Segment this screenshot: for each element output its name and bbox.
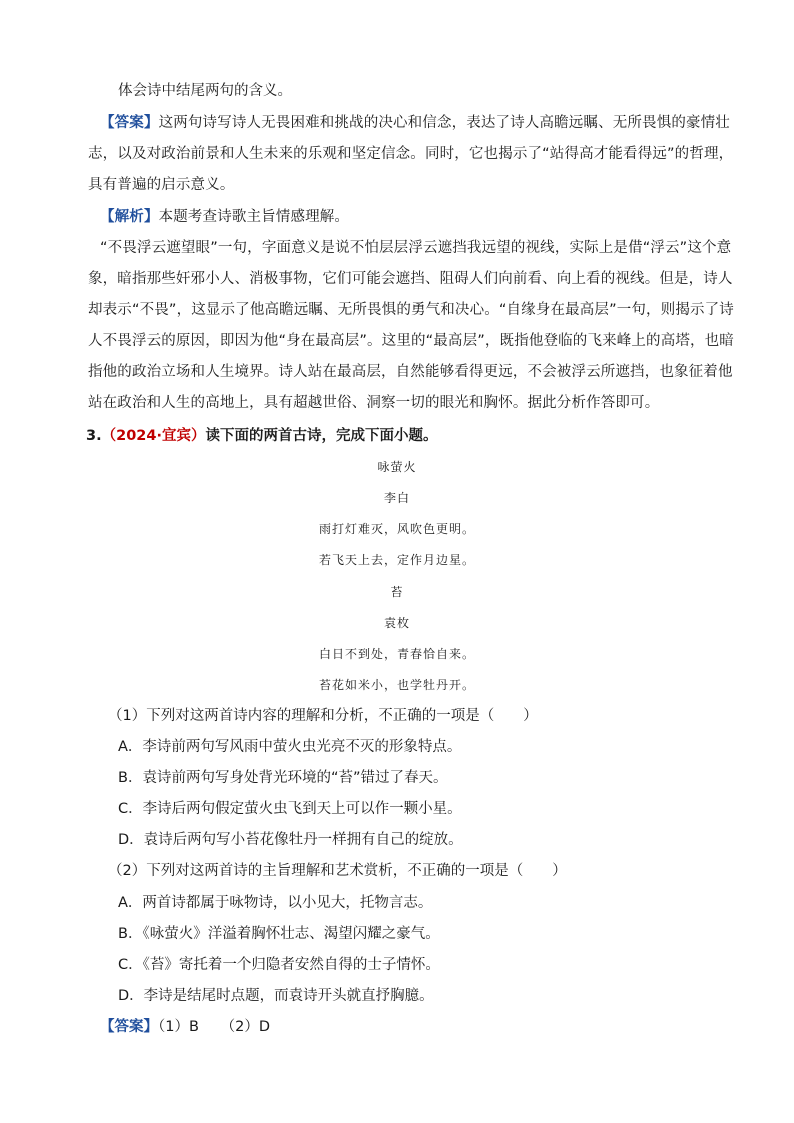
analysis-first: 本题考查诗歌主旨情感理解。: [158, 209, 350, 225]
question-source: （2024·宜宾）: [101, 428, 206, 444]
sub2-option-d: D．李诗是结尾时点题，而袁诗开头就直抒胸臆。: [118, 988, 434, 1004]
poem1-author: 李白: [383, 491, 410, 505]
analysis-line-3: 象，暗指那些奸邪小人、消极事物，它们可能会遮挡、阻碍人们向前看、向上看的视线。但是，诗人: [88, 271, 733, 287]
analysis-line-5: 人不畏浮云的原因，即因为他“身在最高层”。这里的“最高层”，既指他登临的飞来峰上的高塔，也暗: [88, 333, 734, 349]
answer-3-line: [100, 1016, 740, 1038]
sub2-option-b: B．《咏萤火》洋溢着胸怀壮志、渴望闪耀之豪气。: [118, 926, 440, 942]
poem1-line-2: 若飞天上去，定作月边星。: [318, 553, 475, 567]
poem2-line-2: 苔花如米小，也学牡丹开。: [318, 678, 475, 692]
poem1-title: 咏萤火: [377, 460, 417, 474]
poem2-line-1: 白日不到处，青春恰自来。: [318, 647, 475, 661]
analysis-line-1: [100, 206, 740, 228]
question-prompt: 读下面的两首古诗，完成下面小题。: [205, 428, 438, 444]
analysis-tag: 【解析】: [100, 209, 159, 225]
answer-line-2: 志，以及对政治前景和人生未来的乐观和坚定信念。同时，它也揭示了“站得高才能看得远”的哲理，: [88, 146, 734, 162]
answer-tag: 【答案】: [100, 115, 159, 131]
analysis-line-6: 指他的政治立场和人生境界。诗人站在最高层，自然能够看得更远，不会被浮云所遮挡，也象征着他: [88, 364, 733, 380]
sub2-option-a: A．两首诗都属于咏物诗，以小见大，托物言志。: [118, 895, 433, 911]
sub1-option-a: A．李诗前两句写风雨中萤火虫光亮不灭的形象特点。: [118, 739, 462, 755]
sub2-option-c: C．《苔》寄托着一个归隐者安然自得的士子情怀。: [118, 957, 440, 973]
question-3-header: [86, 425, 726, 447]
intro-line: 体会诗中结尾两句的含义。: [118, 83, 292, 99]
analysis-line-2: “不畏浮云遮望眼”一句，字面意义是说不怕层层浮云遮挡我远望的视线，实际上是借“浮云”这个意: [100, 240, 732, 256]
sub-question-1-stem: （1）下列对这两首诗内容的理解和分析，不正确的一项是（ ）: [108, 708, 538, 724]
poem1-line-1: 雨打灯难灭，风吹色更明。: [318, 522, 475, 536]
answer-text-1: 这两句诗写诗人无畏困难和挑战的决心和信念，表达了诗人高瞻远瞩、无所畏惧的豪情壮: [158, 115, 730, 131]
sub1-option-d: D．袁诗后两句写小苔花像牡丹一样拥有自己的绽放。: [118, 832, 463, 848]
analysis-line-4: 却表示“不畏”，这显示了他高瞻远瞩、无所畏惧的勇气和决心。“自缘身在最高层”一句，则揭示了诗: [88, 302, 734, 318]
poem2-title: 苔: [390, 585, 404, 599]
answer-line-3: 具有普遍的启示意义。: [88, 177, 235, 193]
question-number: 3.: [86, 428, 102, 444]
answer-3-tag: 【答案】: [100, 1019, 158, 1035]
sub-question-2-stem: （2）下列对这两首诗的主旨理解和艺术赏析，不正确的一项是（ ）: [108, 863, 567, 879]
poem2-author: 袁枚: [383, 616, 410, 630]
analysis-line-7: 站在政治和人生的高地上，具有超越世俗、洞察一切的眼光和胸怀。据此分析作答即可。: [88, 395, 660, 411]
sub1-option-c: C．李诗后两句假定萤火虫飞到天上可以作一颗小星。: [118, 801, 462, 817]
answer-3-text: （1）B （2）D: [158, 1019, 271, 1035]
answer-line-1: [100, 112, 740, 134]
sub1-option-b: B．袁诗前两句写身处背光环境的“苔”错过了春天。: [118, 770, 448, 786]
